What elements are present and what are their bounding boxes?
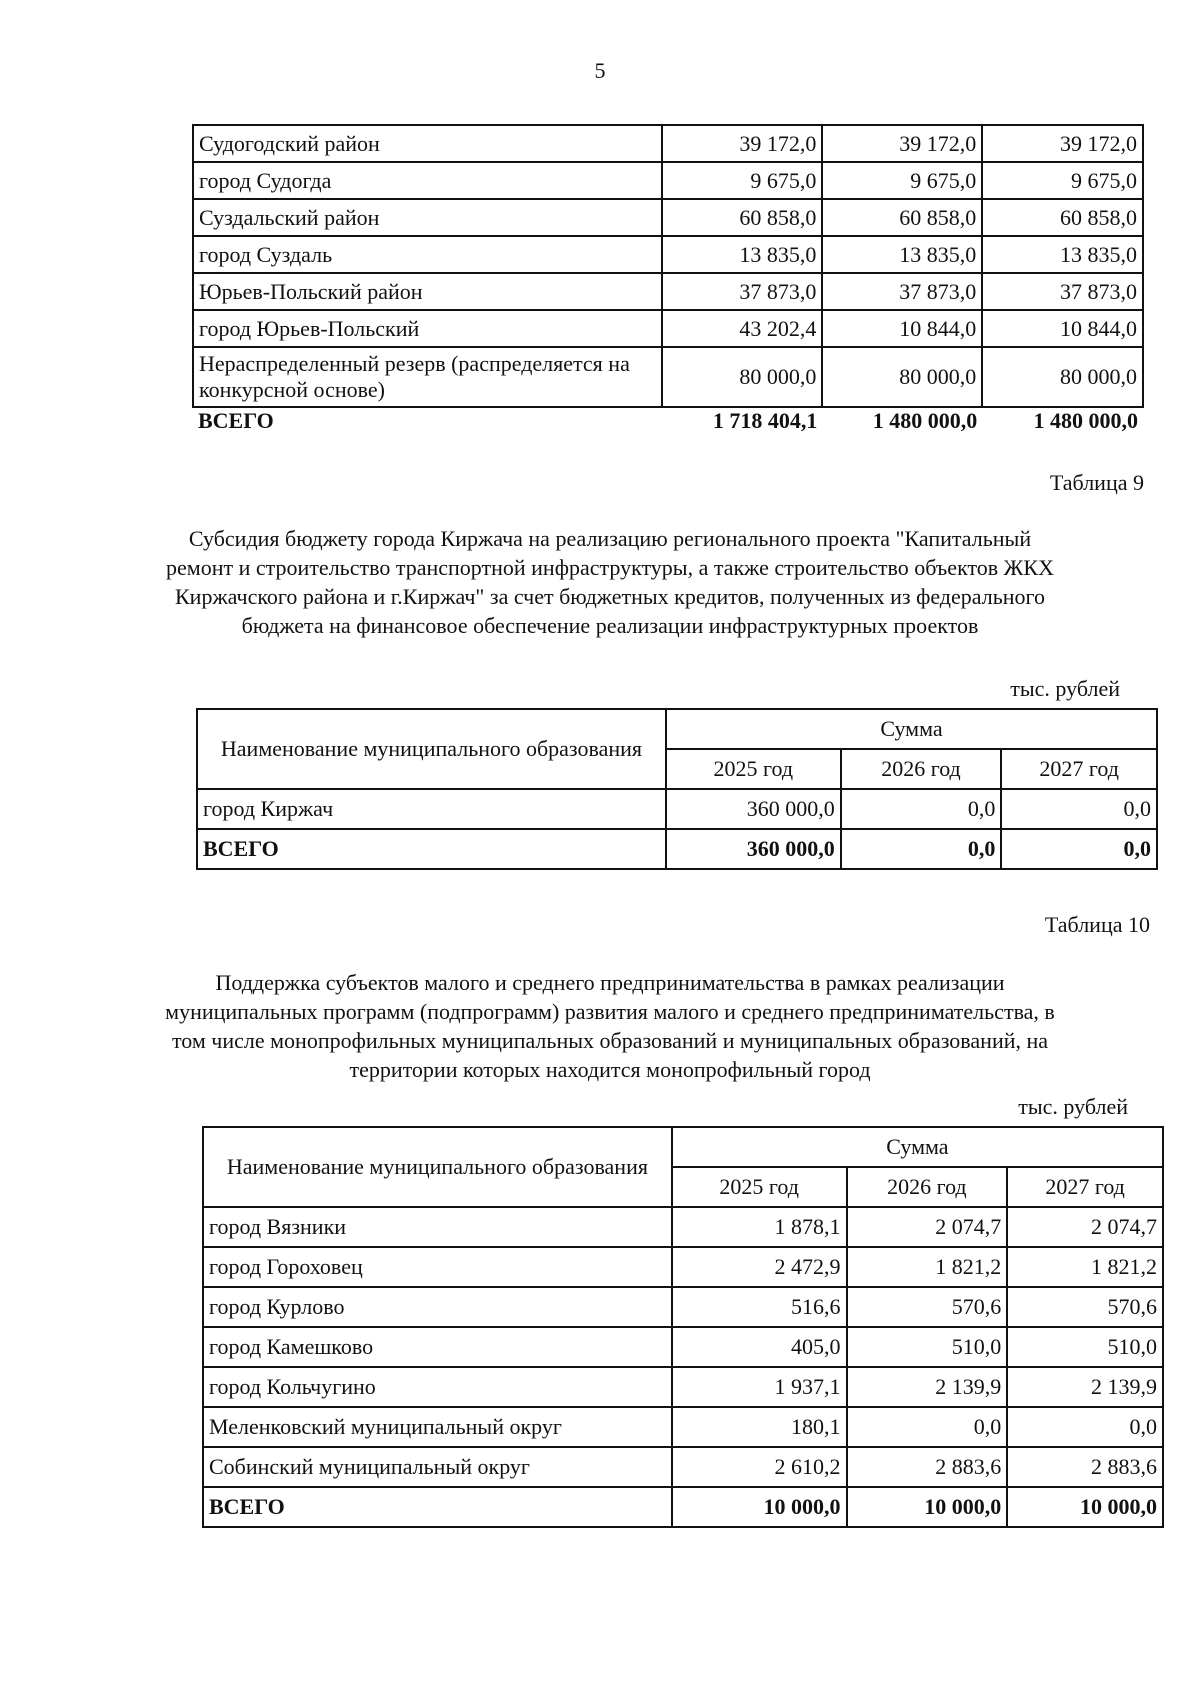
table-row — [193, 162, 1143, 199]
table-row — [193, 199, 1143, 236]
table-row — [193, 347, 1143, 407]
value-2026: 2 074,7 — [847, 1207, 1008, 1247]
total-row — [193, 407, 1143, 434]
table-row — [203, 1327, 1163, 1367]
total-2026: 10 000,0 — [847, 1487, 1008, 1527]
table-row — [197, 789, 1157, 829]
value-2026: 2 883,6 — [847, 1447, 1008, 1487]
table-9-units: тыс. рублей — [1010, 676, 1120, 701]
value-2026: 0,0 — [847, 1407, 1008, 1447]
municipality-name: Нераспределенный резерв (распределяется на конкурсной основе) — [193, 347, 662, 407]
value-2026: 9 675,0 — [822, 162, 982, 199]
table-header-row — [197, 709, 1157, 749]
value-2026: 80 000,0 — [822, 347, 982, 407]
value-2025: 9 675,0 — [662, 162, 823, 199]
value-2026: 2 139,9 — [847, 1367, 1008, 1407]
total-2025: 10 000,0 — [672, 1487, 847, 1527]
municipality-name: город Киржач — [197, 789, 666, 829]
total-2025: 360 000,0 — [666, 829, 841, 869]
value-2025: 1 937,1 — [672, 1367, 847, 1407]
value-2025: 2 472,9 — [672, 1247, 847, 1287]
value-2025: 80 000,0 — [662, 347, 823, 407]
table-10-units: тыс. рублей — [1018, 1094, 1128, 1119]
continuation-table — [192, 124, 1144, 434]
value-2027: 9 675,0 — [982, 162, 1143, 199]
value-2027: 2 074,7 — [1007, 1207, 1163, 1247]
value-2027: 39 172,0 — [982, 125, 1143, 162]
value-2027: 13 835,0 — [982, 236, 1143, 273]
value-2025: 13 835,0 — [662, 236, 823, 273]
table-row — [193, 310, 1143, 347]
value-2027: 570,6 — [1007, 1287, 1163, 1327]
municipality-name: Меленковский муниципальный округ — [203, 1407, 672, 1447]
value-2025: 39 172,0 — [662, 125, 823, 162]
value-2025: 360 000,0 — [666, 789, 841, 829]
header-2026: 2026 год — [847, 1167, 1008, 1207]
table-row — [203, 1287, 1163, 1327]
table-9-title: Субсидия бюджету города Киржача на реализацию регионального проекта "Капитальный ремонт и строительство транспортной инфраструктуры, а также строительство объектов ЖКХ Киржачского района и г.Киржач" за счет бюджетных кредитов, полученных из федерального бюджета на финансовое обеспечение реализации инфраструктурных проектов — [166, 526, 1054, 638]
value-2027: 10 844,0 — [982, 310, 1143, 347]
value-2026: 0,0 — [841, 789, 1002, 829]
table-row — [193, 273, 1143, 310]
total-label: ВСЕГО — [198, 408, 274, 433]
table-10-title: Поддержка субъектов малого и среднего предпринимательства в рамках реализации муниципальных программ (подпрограмм) развития малого и среднего предпринимательства, в том числе монопрофильных муниципальных образований и муниципальных образований, на территории которых находится монопрофильный город — [165, 970, 1055, 1082]
value-2027: 0,0 — [1001, 789, 1157, 829]
municipality-name: Юрьев-Польский район — [193, 273, 662, 310]
total-row — [197, 829, 1157, 869]
table-row — [203, 1407, 1163, 1447]
municipality-name: город Вязники — [203, 1207, 672, 1247]
value-2025: 405,0 — [672, 1327, 847, 1367]
value-2027: 0,0 — [1007, 1407, 1163, 1447]
table-row — [193, 236, 1143, 273]
total-2027: 10 000,0 — [1007, 1487, 1163, 1527]
table-10 — [202, 1126, 1164, 1528]
municipality-name: город Курлово — [203, 1287, 672, 1327]
value-2025: 180,1 — [672, 1407, 847, 1447]
table-9-label: Таблица 9 — [1049, 470, 1144, 495]
table-row — [203, 1367, 1163, 1407]
value-2026: 1 821,2 — [847, 1247, 1008, 1287]
header-sum: Сумма — [666, 709, 1157, 749]
municipality-name: город Гороховец — [203, 1247, 672, 1287]
municipality-name: город Камешково — [203, 1327, 672, 1367]
total-2027: 1 480 000,0 — [1033, 408, 1138, 433]
total-2025: 1 718 404,1 — [712, 408, 818, 433]
value-2027: 2 139,9 — [1007, 1367, 1163, 1407]
value-2025: 516,6 — [672, 1287, 847, 1327]
municipality-name: Собинский муниципальный округ — [203, 1447, 672, 1487]
value-2026: 10 844,0 — [822, 310, 982, 347]
header-municipality: Наименование муниципального образования — [197, 709, 666, 789]
table-row — [203, 1447, 1163, 1487]
header-2026: 2026 год — [841, 749, 1002, 789]
municipality-name: город Суздаль — [193, 236, 662, 273]
table-header-row — [203, 1127, 1163, 1167]
header-2025: 2025 год — [672, 1167, 847, 1207]
value-2025: 2 610,2 — [672, 1447, 847, 1487]
header-2025: 2025 год — [666, 749, 841, 789]
total-2026: 0,0 — [841, 829, 1002, 869]
value-2026: 60 858,0 — [822, 199, 982, 236]
value-2026: 13 835,0 — [822, 236, 982, 273]
value-2027: 510,0 — [1007, 1327, 1163, 1367]
value-2027: 80 000,0 — [982, 347, 1143, 407]
total-2027: 0,0 — [1001, 829, 1157, 869]
total-label: ВСЕГО — [197, 829, 666, 869]
value-2026: 37 873,0 — [822, 273, 982, 310]
value-2027: 60 858,0 — [982, 199, 1143, 236]
value-2025: 1 878,1 — [672, 1207, 847, 1247]
value-2027: 2 883,6 — [1007, 1447, 1163, 1487]
header-2027: 2027 год — [1007, 1167, 1163, 1207]
total-2026: 1 480 000,0 — [872, 408, 978, 433]
table-10-label: Таблица 10 — [1044, 912, 1150, 937]
municipality-name: город Юрьев-Польский — [193, 310, 662, 347]
value-2026: 39 172,0 — [822, 125, 982, 162]
municipality-name: город Кольчугино — [203, 1367, 672, 1407]
total-row — [203, 1487, 1163, 1527]
total-label: ВСЕГО — [203, 1487, 672, 1527]
municipality-name: город Судогда — [193, 162, 662, 199]
value-2025: 43 202,4 — [662, 310, 823, 347]
table-row — [203, 1247, 1163, 1287]
value-2026: 570,6 — [847, 1287, 1008, 1327]
value-2025: 37 873,0 — [662, 273, 823, 310]
header-sum: Сумма — [672, 1127, 1163, 1167]
value-2027: 1 821,2 — [1007, 1247, 1163, 1287]
header-2027: 2027 год — [1001, 749, 1157, 789]
value-2025: 60 858,0 — [662, 199, 823, 236]
header-municipality: Наименование муниципального образования — [203, 1127, 672, 1207]
table-row — [203, 1207, 1163, 1247]
table-row — [193, 125, 1143, 162]
table-9 — [196, 708, 1158, 870]
municipality-name: Судогодский район — [193, 125, 662, 162]
value-2027: 37 873,0 — [982, 273, 1143, 310]
page-number: 5 — [594, 58, 606, 83]
municipality-name: Суздальский район — [193, 199, 662, 236]
value-2026: 510,0 — [847, 1327, 1008, 1367]
